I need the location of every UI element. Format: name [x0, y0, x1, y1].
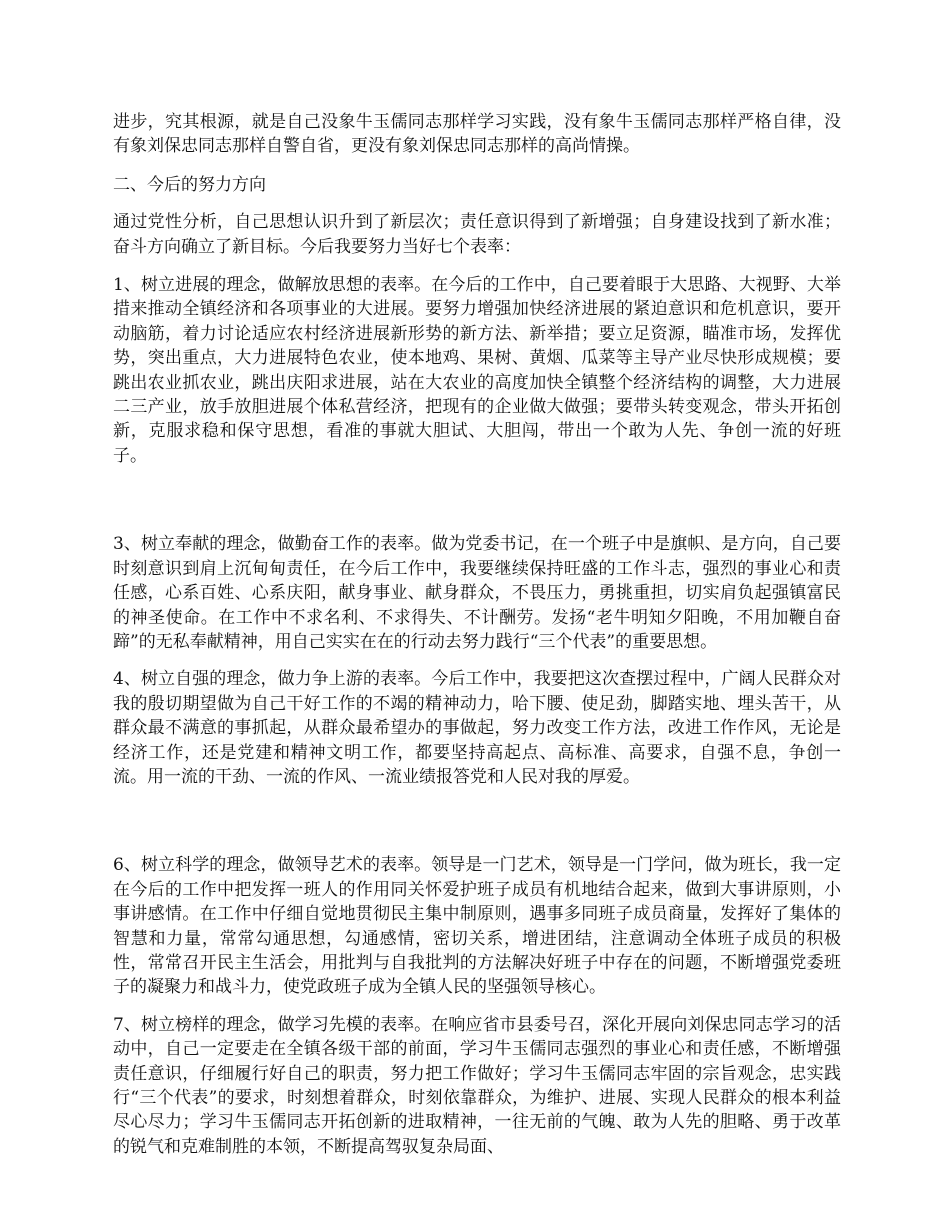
paragraph-item-1: 1、树立进展的理念，做解放思想的表率。在今后的工作中，自己要着眼于大思路、大视野、大举措来推动全镇经济和各项事业的大进展。要努力增强加快经济进展的紧迫意识和危机意识，要开动脑筋，着力讨论适应农村经济进展新形势的新方法、新举措；要立足资源，瞄准市场，发挥优势，突出重点，大力进展特色农业，使本地鸡、果树、黄烟、瓜菜等主导产业尽快形成规模；要跳出农业抓农业，跳出庆阳求进展，站在大农业的高度加快全镇整个经济结构的调整，大力进展二三产业，放手放胆进展个体私营经济，把现有的企业做大做强；要带头转变观念，带头开拓创新，克服求稳和保守思想，看准的事就大胆试、大胆闯，带出一个敢为人先、争创一流的好班子。: [113, 275, 841, 466]
paragraph-item-3: 3、树立奉献的理念，做勤奋工作的表率。做为党委书记，在一个班子中是旗帜、是方向，自己要时刻意识到肩上沉甸甸责任，在今后工作中，我要继续保持旺盛的工作斗志，强烈的事业心和责任感，心系百姓、心系庆阳，献身事业、献身群众，不畏压力，勇挑重担，切实肩负起强镇富民的神圣使命。在工作中不求名利、不求得失、不计酬劳。发扬“老牛明知夕阳晚，不用加鞭自奋蹄”的无私奉献精神，用自己实实在在的行动去努力践行“三个代表”的重要思想。: [113, 534, 841, 652]
paragraph-item-7: 7、树立榜样的理念，做学习先模的表率。在响应省市县委号召，深化开展向刘保忠同志学习的活动中，自己一定要走在全镇各级干部的前面，学习牛玉儒同志强烈的事业心和责任感，不断增强责任意识，仔细履行好自己的职责，努力把工作做好；学习牛玉儒同志牢固的宗旨观念，忠实践行“三个代表”的要求，时刻想着群众，时刻依靠群众，为维护、进展、实现人民群众的根本利益尽心尽力；学习牛玉儒同志开拓创新的进取精神，一往无前的气魄、敢为人先的胆略、勇于改革的锐气和克难制胜的本领，不断提高驾驭复杂局面、: [113, 1014, 841, 1157]
paragraph-item-6: 6、树立科学的理念，做领导艺术的表率。领导是一门艺术，领导是一门学问，做为班长，我一定在今后的工作中把发挥一班人的作用同关怀爱护班子成员有机地结合起来，做到大事讲原则，小事讲感情。在工作中仔细自觉地贯彻民主集中制原则，遇事多同班子成员商量，发挥好了集体的智慧和力量，常常勾通思想，勾通感情，密切关系，增进团结，注意调动全体班子成员的积极性，常常召开民主生活会，用批判与自我批判的方法解决好班子中存在的问题，不断增强党委班子的凝聚力和战斗力，使党政班子成为全镇人民的坚强领导核心。: [113, 855, 841, 998]
paragraph-2: 通过党性分析，自己思想认识升到了新层次；责任意识得到了新增强；自身建设找到了新水准；奋斗方向确立了新目标。今后我要努力当好七个表率：: [113, 212, 841, 257]
document-body: [113, 110, 841, 1159]
paragraph-item-4: 4、树立自强的理念，做力争上游的表率。今后工作中，我要把这次查摆过程中，广阔人民群众对我的殷切期望做为自己干好工作的不竭的精神动力，哈下腰、使足劲，脚踏实地、埋头苦干，从群众最不满意的事抓起，从群众最希望办的事做起，努力改变工作方法，改进工作作风，无论是经济工作，还是党建和精神文明工作，都要坚持高起点、高标准、高要求，自强不息，争创一流。用一流的干劲、一流的作风、一流业绩报答党和人民对我的厚爱。: [113, 669, 841, 787]
section-heading: 二、今后的努力方向: [113, 174, 266, 195]
paragraph-1: 进步，究其根源，就是自己没象牛玉儒同志那样学习实践，没有象牛玉儒同志那样严格自律，没有象刘保忠同志那样自警自省，更没有象刘保忠同志那样的高尚情操。: [113, 112, 841, 157]
